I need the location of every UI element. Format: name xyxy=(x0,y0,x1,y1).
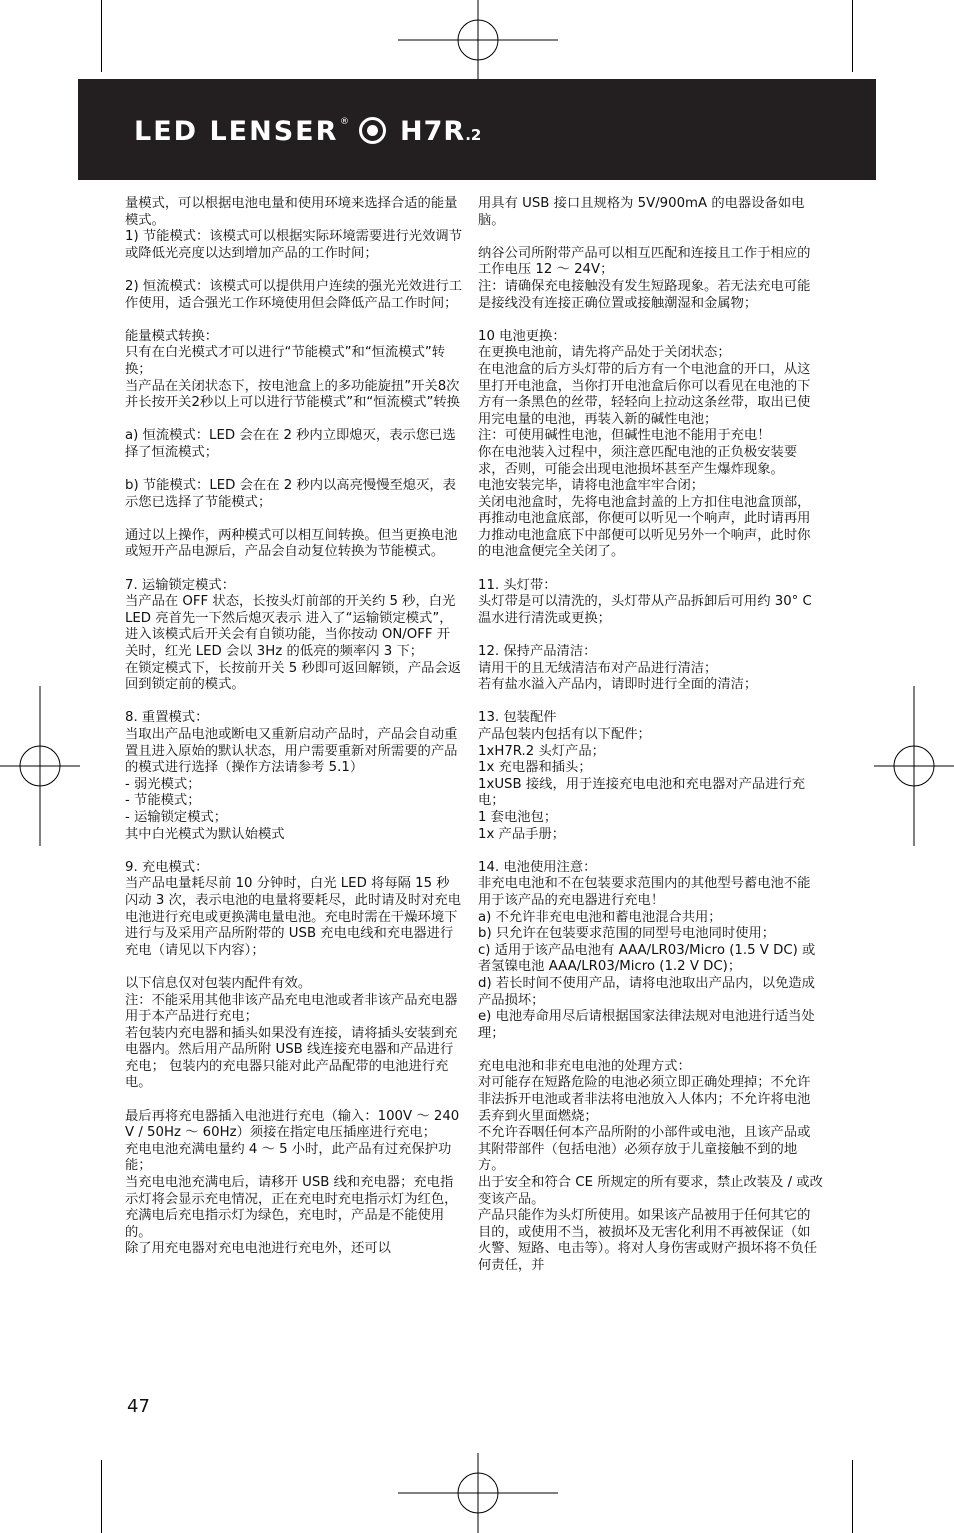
page-number: 47 xyxy=(127,1396,150,1417)
registration-mark-top-icon xyxy=(398,0,558,80)
body-right-column: 用具有 USB 接口且规格为 5V/900mA 的电器设备如电脑。 纳谷公司所附带产品可以相互匹配和连接且工作于相应的工作电压 12 ～ 24V； 注：请确保充电接触没有发生短路现象。若无法充电可能是接线没有连接正确位置或接触潮湿和金属物； 10 电池更换： 在更换电池前，请先将产品处于关闭状态； 在电池盒的后方头灯带的后方有一个电池盒的开口，从这里打开电池盒，当你打开电池盒后你可以看见在电池的下方有一条黑色的丝带，轻轻向上拉动这条丝带，取出已使用完电量的电池，再装入新的碱性电池； 注：可使用碱性电池，但碱性电池不能用于充电！ 你在电池装入过程中，须注意匹配电池的正负极安装要求，否则，可能会出现电池损坏甚至产生爆炸现象。 电池安装完毕，请将电池盒牢牢合闭； 关闭电池盒时，先将电池盒封盖的上方扣住电池盒顶部，再推动电池盒底部，你便可以听见一个响声，此时请再用力推动电池盒底下中部便可以听见另外一个响声，此时你的电池盒便完全关闭了。 11. 头灯带： 头灯带是可以清洗的，头灯带从产品拆卸后可用约 30° C 温水进行清洗或更换； 12. 保持产品清洁： 请用干的且无绒清洁布对产品进行清洁； 若有盐水溢入产品内，请即时进行全面的清洁； 13. 包装配件 产品包装内包括有以下配件； 1xH7R.2 头灯产品； 1x 充电器和插头； 1xUSB 接线，用于连接充电电池和充电器对产品进行充电； 1 套电池包； 1x 产品手册； 14. 电池使用注意： 非充电电池和不在包装要求范围内的其他型号蓄电池不能用于该产品的充电器进行充电！ a) 不允许非充电电池和蓄电池混合共用； b) 只允许在包装要求范围的同型号电池同时使用； c) 适用于该产品电池有 AAA/LR03/Micro (1.5 V DC) 或者氢镍电池 AAA/LR03/Micro (1.2 V DC)； d) 若长时间不使用产品，请将电池取出产品内，以免造成产品损坏； e) 电池寿命用尽后请根据国家法律法规对电池进行适当处理； 充电电池和非充电电池的处理方式： 对可能存在短路危险的电池必须立即正确处理掉；不允许非法拆开电池或者非法将电池放入人体内；不允许将电池丢弃到火里面燃烧； 不允许吞咽任何本产品所附的小部件或电池，且该产品或其附带部件（包括电池）必须存放于儿童接触不到的地方。 出于安全和符合 CE 所规定的所有要求，禁止改装及 / 或改变该产品。 产品只能作为头灯所使用。如果该产品被用于任何其它的目的，或使用不当，被损坏及无害化利用不再被保证（如火警、短路、电击等）。将对人身伤害或财产损坏将不负任何责任，并 xyxy=(478,196,823,1273)
header-banner xyxy=(78,79,876,180)
crop-mark-bottom-left-v xyxy=(101,1460,102,1533)
crop-mark-bottom-right-v xyxy=(852,1460,853,1533)
registered-mark: ® xyxy=(340,117,349,127)
registration-mark-right-icon xyxy=(874,686,954,846)
model-suffix: .2 xyxy=(465,126,482,144)
crop-mark-top-right-v xyxy=(852,0,853,72)
brand-logo: LED LENSER xyxy=(134,116,339,147)
crop-mark-top-left-v xyxy=(101,0,102,72)
model-name xyxy=(400,117,481,150)
registration-mark-left-icon xyxy=(0,686,80,846)
led-lenser-emblem-icon xyxy=(359,117,386,144)
registration-mark-bottom-icon xyxy=(398,1453,558,1533)
model-main: H7R xyxy=(400,116,466,147)
body-left-column: 量模式，可以根据电池电量和使用环境来选择合适的能量模式。 1) 节能模式：该模式可以根据实际环境需要进行光效调节或降低光亮度以达到增加产品的工作时间； 2) 恒流模式：该模式可以提供用户连续的强光光效进行工作使用，适合强光工作环境使用但会降低产品工作时间； 能量模式转换： 只有在白光模式才可以进行“节能模式”和“恒流模式”转换； 当产品在关闭状态下，按电池盒上的多功能旋扭”开关8次并长按开关2秒以上可以进行节能模式”和“恒流模式”转换 a) 恒流模式：LED 会在在 2 秒内立即熄灭，表示您已选择了恒流模式； b) 节能模式：LED 会在在 2 秒内以高亮慢慢至熄灭，表示您已选择了节能模式； 通过以上操作，两种模式可以相互间转换。但当更换电池或短开产品电源后，产品会自动复位转换为节能模式。 7. 运输锁定模式： 当产品在 OFF 状态，长按头灯前部的开关约 5 秒，白光 LED 亮首先一下然后熄灭表示 进入了“运输锁定模式”，进入该模式后开关会有自锁功能，当你按动 ON/OFF 开关时，红光 LED 会以 3Hz 的低亮的频率闪 3 下； 在锁定模式下，长按前开关 5 秒即可返回解锁，产品会返回到锁定前的模式。 8. 重置模式： 当取出产品电池或断电又重新启动产品时，产品会自动重置且进入原始的默认状态，用户需要重新对所需要的产品的模式进行选择（操作方法请参考 5.1） - 弱光模式； - 节能模式； - 运输锁定模式； 其中白光模式为默认始模式 9. 充电模式： 当产品电量耗尽前 10 分钟时，白光 LED 将每隔 15 秒闪动 3 次，表示电池的电量将要耗尽，此时请及时对充电电池进行充电或更换满电量电池。充电时需在干燥环境下进行与及采用产品所附带的 USB 充电电线和充电器进行充电（请见以下内容）； 以下信息仅对包装内配件有效。 注：不能采用其他非该产品充电电池或者非该产品充电器用于本产品进行充电； 若包装内充电器和插头如果没有连接，请将插头安装到充电器内。然后用产品所附 USB 线连接充电器和产品进行充电； 包装内的充电器只能对此产品配带的电池进行充电。 最后再将充电器插入电池进行充电（输入：100V ～ 240V / 50Hz ～ 60Hz）须接在指定电压插座进行充电； 充电电池充满电量约 4 ～ 5 小时，此产品有过充保护功能； 当充电电池充满电后，请移开 USB 线和充电器；充电指示灯将会显示充电情况，正在充电时充电指示灯为红色，充满电后充电指示灯为绿色，充电时，产品是不能使用的。 除了用充电器对充电电池进行充电外，还可以 xyxy=(125,196,462,1257)
